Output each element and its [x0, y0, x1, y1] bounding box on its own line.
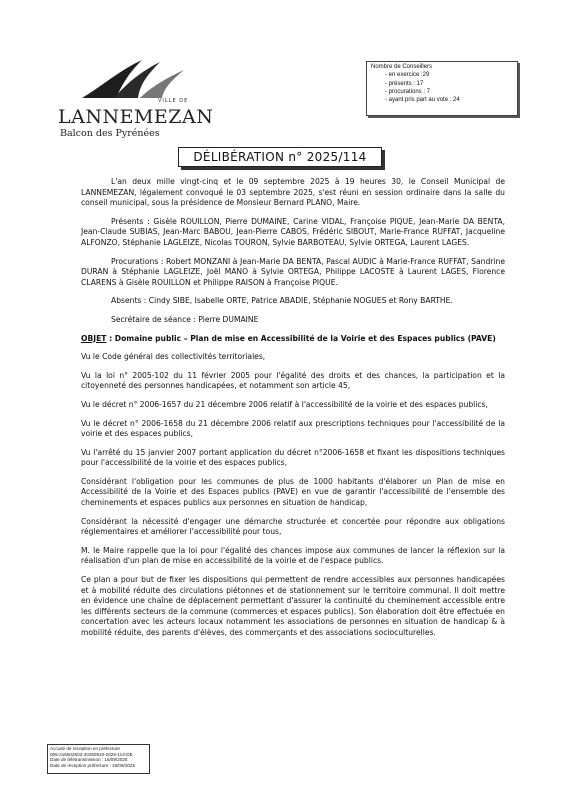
council-count-exercice: - en exercice :29 [385, 72, 430, 79]
objet-text: : Domaine public – Plan de mise en Accessibilité de la Voirie et des Espaces publics (PAVE) [106, 333, 496, 343]
absents-paragraph: Absents : Cindy SIBE, Isabelle ORTE, Patrice ABADIE, Stéphanie NOGUES et Rony BARTHE. [111, 296, 453, 306]
logo-subtitle: Balcon des Pyrénées [60, 128, 160, 139]
council-count-box [366, 61, 518, 116]
council-count-procurations: - procurations : 7 [385, 88, 431, 95]
visa-paragraph: Vu le décret n° 2006-1657 du 21 décembre 2006 relatif à l'accessibilité de la voirie et des espaces publics, [81, 399, 488, 409]
objet-label: OBJET [81, 333, 107, 343]
considerant-paragraph: Considérant la nécessité d'engager une démarche structurée et concertée pour répondre aux obligations réglementaires et améliorer l'accessibilité pour tous, [81, 516, 505, 537]
objet-line [81, 334, 505, 345]
secretaire-paragraph: Secrétaire de séance : Pierre DUMAINE [111, 314, 259, 324]
logo-city-name: LANNEMEZAN [58, 106, 214, 128]
maire-paragraph: M. le Maire rappelle que la loi pour l'égalité des chances impose aux communes de lancer la réflexion sur la réalisation d'un plan de mise en accessibilité de la voirie et de l'espace publics. [81, 545, 505, 566]
visa-paragraph: Vu l'arrêté du 15 janvier 2007 portant application du décret n°2006-1658 et fixant les dispositions techniques pour l'accessibilité de la voirie et des espaces publics, [81, 447, 505, 468]
council-count-title: Nombre de Conseillers [371, 64, 433, 70]
deliberation-title: DÉLIBÉRATION n° 2025/114 [178, 147, 382, 167]
presents-paragraph: Présents : Gisèle ROUILLON, Pierre DUMAINE, Carine VIDAL, Françoise PIQUE, Jean-Marie DA BENTA, Jean-Claude SUBIAS, Jean-Marc BABOU, Jean-Pierre CABOS, Frédéric SIBOUT, Marie-France RUFFAT, Jacqueline ALFONZO, Stéphanie LAGLEIZE, Nicolas TOURON, Sylvie BARBOTEAU, Sylvie ORTEGA, Laurent LAGES. [81, 216, 505, 247]
intro-paragraph: L'an deux mille vingt-cinq et le 09 septembre 2025 à 19 heures 30, le Conseil Municipal de LANNEMEZAN, légalement convoqué le 03 septembre 2025, s'est réuni en session ordinaire dans la salle du conseil municipal, sous la présidence de Monsieur Bernard PLANO, Maire. [81, 177, 505, 208]
procurations-paragraph: Procurations : Robert MONZANI à Jean-Marie DA BENTA, Pascal AUDIC à Marie-France RUFFAT, Sandrine DURAN à Stéphanie LAGLEIZE, Joël MANO à Sylvie ORTEGA, Philippe LACOSTE à Laurent LAGES, Florence CLARENS à Gisèle ROUILLON et Philippe RAISON à Françoise PIQUE. [81, 256, 505, 287]
mountain-logo-icon [80, 58, 190, 100]
stamp-line: 065-216502503-20250910-2025-114-DE [50, 751, 133, 757]
visa-paragraph: Vu le décret n° 2006-1658 du 21 décembre 2006 relatif aux prescriptions techniques pour l'accessibilité de la voirie et des espaces publics, [81, 418, 505, 439]
prefecture-receipt-stamp [47, 744, 150, 774]
stamp-line: Date de télétransmission : 16/09/2025 [50, 757, 128, 763]
document-body [81, 177, 505, 639]
stamp-line: Accusé de réception en préfecture [50, 746, 120, 751]
stamp-line: Date de réception préfecture : 16/09/2025 [50, 762, 136, 768]
considerant-paragraph: Considérant l'obligation pour les communes de plus de 1000 habitants d'élaborer un Plan de mise en Accessibilité de la Voirie et des Espaces publics (PAVE) en vue de garantir l'accessibilité de l'ensemble des cheminements et espaces publics aux personnes en situation de handicap, [81, 476, 505, 508]
logo-ville-text: VILLE DE [158, 98, 189, 104]
council-count-presents: - présents : 17 [385, 80, 424, 87]
visa-paragraph: Vu le Code général des collectivités territoriales, [81, 352, 266, 362]
plan-paragraph: Ce plan a pour but de fixer les dispositions qui permettent de rendre accessibles aux personnes handicapées et à mobilité réduite des circulations piétonnes et de stationnement sur le territoire communal. Il doit mettre en évidence une chaîne de déplacement permettant d'assurer la continuité du cheminement accessible entre les différents secteurs de la commune (commerces et espaces publics). Son élaboration doit être effectuée en concertation avec les acteurs locaux notamment les associations de personnes en situation de handicap & à mobilité réduite, des parents d'élèves, des commerçants et des associations socioculturelles. [81, 575, 505, 637]
visa-paragraph: Vu la loi n° 2005-102 du 11 février 2005 pour l'égalité des droits et des chances, la participation et la citoyenneté des personnes handicapées, et notamment son article 45, [81, 370, 505, 391]
council-count-votants: - ayant pris part au vote : 24 [385, 97, 460, 104]
